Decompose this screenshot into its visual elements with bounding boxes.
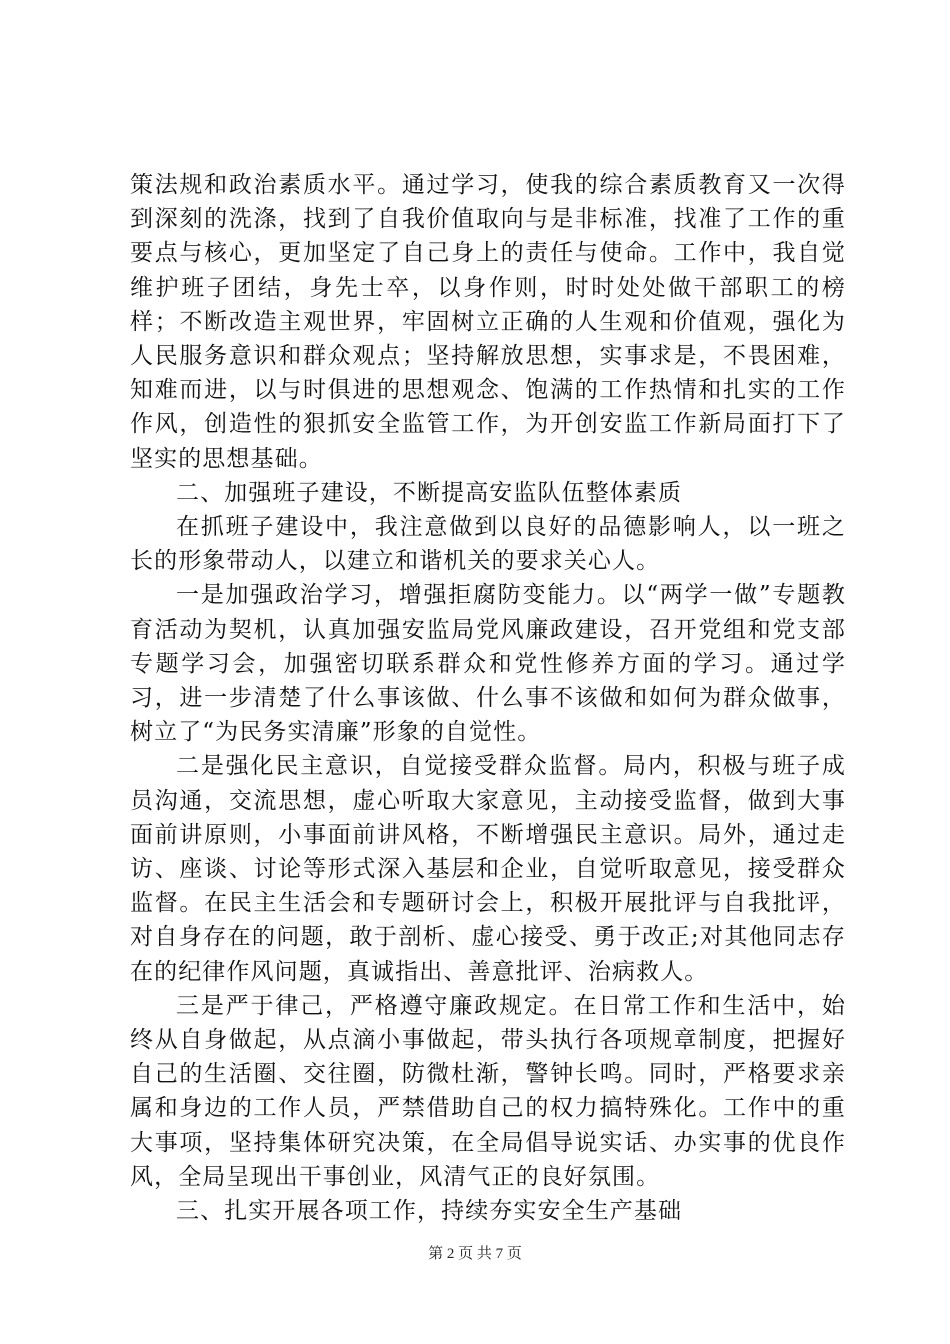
document-body	[130, 168, 846, 1228]
section-heading-team-building: 二、加强班子建设，不断提高安监队伍整体素质	[176, 479, 683, 506]
paragraph-team-building-intro: 在抓班子建设中，我注意做到以良好的品德影响人，以一班之长的形象带动人，以建立和谐机关的要求关心人。	[130, 514, 846, 575]
paragraph-political-study: 一是加强政治学习，增强拒腐防变能力。以“两学一做”专题教育活动为契机，认真加强安监局党风廉政建设，召开党组和党支部专题学习会，加强密切联系群众和党性修养方面的学习。通过学习，进一步清楚了什么事该做、什么事不该做和如何为群众做事，树立了“为民务实清廉”形象的自觉性。	[130, 582, 846, 746]
paragraph-democratic-awareness: 二是强化民主意识，自觉接受群众监督。局内，积极与班子成员沟通，交流思想，虚心听取大家意见，主动接受监督，做到大事面前讲原则，小事面前讲风格，不断增强民主意识。局外，通过走访、座谈、讨论等形式深入基层和企业，自觉听取意见，接受群众监督。在民主生活会和专题研讨会上，积极开展批评与自我批评，对自身存在的问题，敢于剖析、虚心接受、勇于改正;对其他同志存在的纪律作风问题，真诚指出、善意批评、治病救人。	[130, 753, 846, 985]
paragraph-study-summary: 策法规和政治素质水平。通过学习，使我的综合素质教育又一次得到深刻的洗涤，找到了自我价值取向与是非标准，找准了工作的重要点与核心，更加坚定了自己身上的责任与使命。工作中，我自觉维护班子团结，身先士卒，以身作则，时时处处做干部职工的榜样；不断改造主观世界，牢固树立正确的人生观和价值观，强化为人民服务意识和群众观点；坚持解放思想，实事求是，不畏困难，知难而进，以与时俱进的思想观念、饱满的工作热情和扎实的工作作风，创造性的狠抓安全监管工作，为开创安监工作新局面打下了坚实的思想基础。	[130, 172, 846, 472]
page-number-footer: 第 2 页 共 7 页	[428, 1246, 522, 1262]
paragraph-self-discipline: 三是严于律己，严格遵守廉政规定。在日常工作和生活中，始终从自身做起，从点滴小事做起，带头执行各项规章制度，把握好自己的生活圈、交往圈，防微杜渐，警钟长鸣。同时，严格要求亲属和身边的工作人员，严禁借助自己的权力搞特殊化。工作中的重大事项，坚持集体研究决策，在全局倡导说实话、办实事的优良作风，全局呈现出干事创业，风清气正的良好氛围。	[130, 992, 846, 1190]
section-heading-work-foundation: 三、扎实开展各项工作，持续夯实安全生产基础	[176, 1198, 683, 1225]
